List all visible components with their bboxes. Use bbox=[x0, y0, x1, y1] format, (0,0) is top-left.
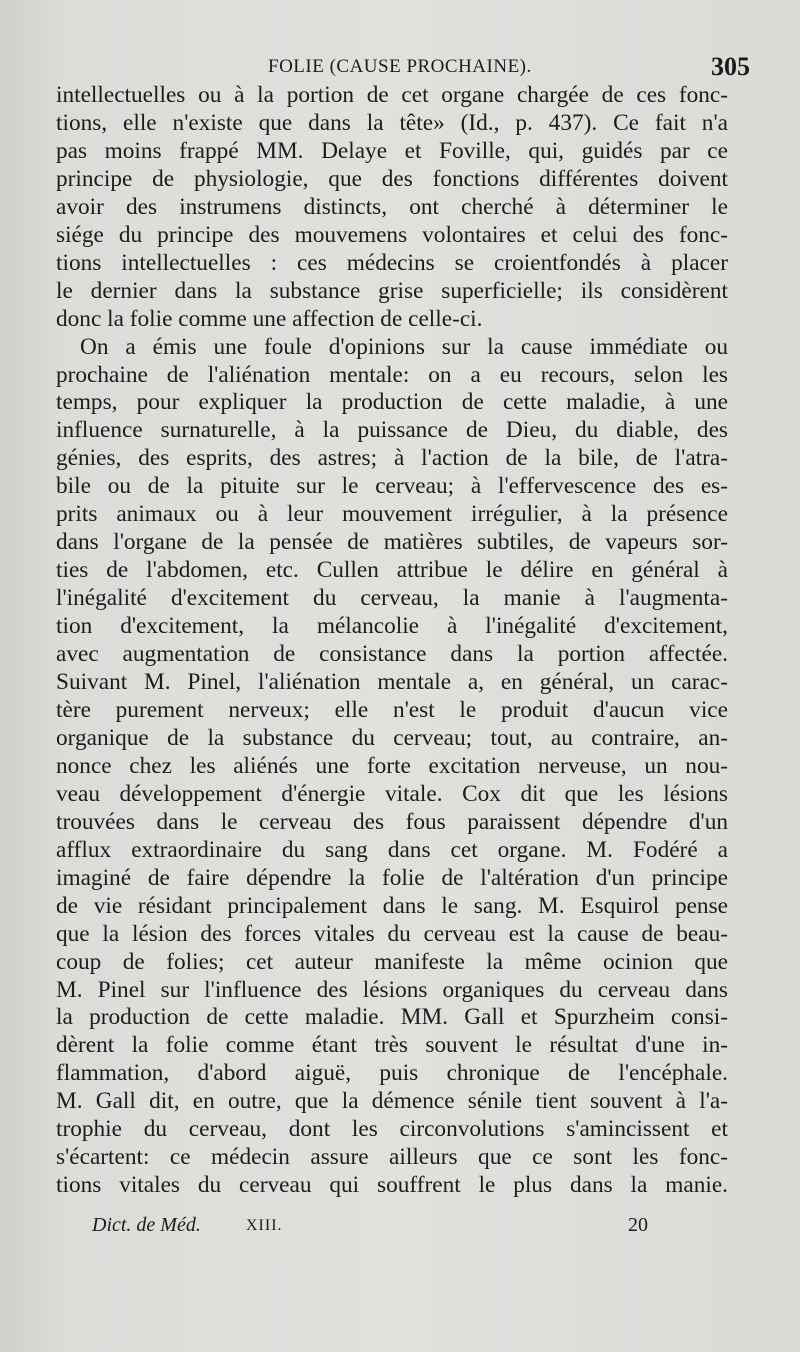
page-footer bbox=[0, 1214, 800, 1244]
running-title: FOLIE (CAUSE PROCHAINE). bbox=[268, 56, 532, 77]
signature-volume: XIII. bbox=[246, 1217, 283, 1234]
text-line: avoir des instrumens distincts, ont cherché à déterminer le bbox=[56, 193, 728, 220]
signature-number: 20 bbox=[628, 1214, 648, 1236]
text-line: donc la folie comme une affection de celle-ci. bbox=[56, 305, 483, 332]
text-line: Suivant M. Pinel, l'aliénation mentale a, en général, un carac- bbox=[56, 669, 728, 696]
text-line: tions, elle n'existe que dans la tête» (Id., p. 437). Ce fait n'a bbox=[56, 109, 728, 136]
text-line: de vie résidant principalement dans le sang. M. Esquirol pense bbox=[56, 892, 728, 919]
text-line: tions vitales du cerveau qui souffrent le plus dans la manie. bbox=[56, 1172, 728, 1199]
page-number: 305 bbox=[711, 52, 750, 81]
text-line: trophie du cerveau, dont les circonvolutions s'amincissent et bbox=[56, 1116, 728, 1143]
text-line: avec augmentation de consistance dans la portion affectée. bbox=[56, 641, 728, 668]
text-line: dans l'organe de la pensée de matières subtiles, de vapeurs sor- bbox=[56, 529, 728, 556]
text-line: nonce chez les aliénés une forte excitation nerveuse, un nou- bbox=[56, 752, 728, 779]
text-line: principe de physiologie, que des fonctions différentes doivent bbox=[56, 165, 728, 192]
text-line: s'écartent: ce médecin assure ailleurs que ce sont les fonc- bbox=[56, 1144, 728, 1171]
text-line: le dernier dans la substance grise superficielle; ils considèrent bbox=[56, 277, 728, 304]
text-line: que la lésion des forces vitales du cerveau est la cause de beau- bbox=[56, 920, 728, 947]
text-line: pas moins frappé MM. Delaye et Foville, qui, guidés par ce bbox=[56, 137, 728, 164]
text-line: imaginé de faire dépendre la folie de l'altération d'un principe bbox=[56, 864, 728, 891]
text-line: dèrent la folie comme étant très souvent le résultat d'une in- bbox=[56, 1032, 728, 1059]
text-line: intellectuelles ou à la portion de cet organe chargée de ces fonc- bbox=[56, 82, 728, 108]
text-line: trouvées dans le cerveau des fous paraissent dépendre d'un bbox=[56, 808, 728, 835]
text-line: afflux extraordinaire du sang dans cet organe. M. Fodéré a bbox=[56, 836, 728, 863]
text-line: M. Pinel sur l'influence des lésions organiques du cerveau dans bbox=[56, 976, 728, 1003]
text-line: flammation, d'abord aiguë, puis chronique de l'encéphale. bbox=[56, 1060, 728, 1087]
text-line: On a émis une foule d'opinions sur la cause immédiate ou bbox=[80, 333, 728, 360]
text-line: siége du principe des mouvemens volontaires et celui des fonc- bbox=[56, 221, 728, 248]
text-line: la production de cette maladie. MM. Gall et Spurzheim consi- bbox=[56, 1004, 728, 1031]
text-line: prochaine de l'aliénation mentale: on a eu recours, selon les bbox=[56, 361, 728, 388]
signature-title: Dict. de Méd. bbox=[92, 1214, 201, 1236]
text-line: ties de l'abdomen, etc. Cullen attribue le délire en général à bbox=[56, 557, 728, 584]
text-line: bile ou de la pituite sur le cerveau; à l'effervescence des es- bbox=[56, 473, 728, 500]
text-line: temps, pour expliquer la production de cette maladie, à une bbox=[56, 389, 728, 416]
body-text bbox=[56, 82, 728, 1200]
text-line: organique de la substance du cerveau; tout, au contraire, an- bbox=[56, 724, 728, 751]
text-line: influence surnaturelle, à la puissance de Dieu, du diable, des bbox=[56, 417, 728, 444]
text-line: tions intellectuelles : ces médecins se croientfondés à placer bbox=[56, 249, 728, 276]
text-line: prits animaux ou à leur mouvement irrégulier, à la présence bbox=[56, 501, 728, 528]
text-line: tère purement nerveux; elle n'est le produit d'aucun vice bbox=[56, 696, 728, 723]
page-header bbox=[0, 52, 800, 86]
text-line: coup de folies; cet auteur manifeste la même ocinion que bbox=[56, 948, 728, 975]
text-line: veau développement d'énergie vitale. Cox dit que les lésions bbox=[56, 780, 728, 807]
text-line: M. Gall dit, en outre, que la démence sénile tient souvent à l'a- bbox=[56, 1088, 728, 1115]
text-line: génies, des esprits, des astres; à l'action de la bile, de l'atra- bbox=[56, 445, 728, 472]
text-line: tion d'excitement, la mélancolie à l'inégalité d'excitement, bbox=[56, 613, 728, 640]
text-line: l'inégalité d'excitement du cerveau, la manie à l'augmenta- bbox=[56, 585, 728, 612]
